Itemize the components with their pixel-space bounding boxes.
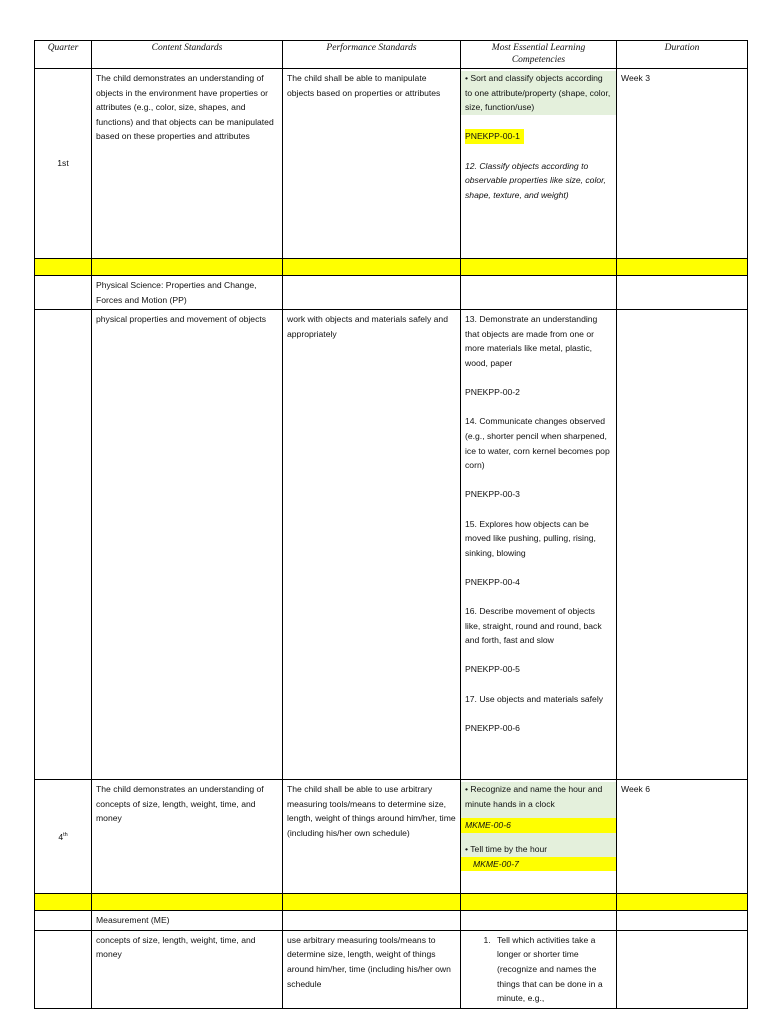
melc-cell bbox=[461, 69, 617, 259]
section-title: Measurement (ME) bbox=[92, 911, 283, 931]
content-standard-cell: The child demonstrates an understanding of concepts of size, length, weight, time, and money bbox=[92, 780, 283, 894]
melc-code: PNEKPP-00-6 bbox=[465, 722, 520, 733]
quarter-cell: 1st bbox=[35, 69, 92, 259]
melc-item: 13. Demonstrate an understanding that objects are made from one or more materials like metal, plastic, wood, paper bbox=[465, 314, 598, 368]
melc-code: PNEKPP-00-2 bbox=[465, 387, 520, 398]
list-item: 1. Tell which activities take a longer or shorter time (recognize and names the things that can be done in a minute, e.g., bbox=[493, 933, 612, 1006]
header-duration: Duration bbox=[617, 41, 748, 69]
melc-cell bbox=[461, 310, 617, 780]
content-standard-cell: physical properties and movement of objects bbox=[92, 310, 283, 780]
content-standard-cell: The child demonstrates an understanding of objects in the environment have properties or attributes (e.g., color, size, shapes, and functions) and that objects can be manipulated based on these properties and attributes bbox=[92, 69, 283, 259]
separator-row bbox=[35, 894, 748, 911]
curriculum-table bbox=[34, 40, 748, 1009]
header-content-standards: Content Standards bbox=[92, 41, 283, 69]
performance-standard-cell: The child shall be able to use arbitrary measuring tools/means to determine size, length, weight of things around him/her, time (including his/her own schedule) bbox=[283, 780, 461, 894]
header-performance-standards: Performance Standards bbox=[283, 41, 461, 69]
melc-item: 14. Communicate changes observed (e.g., shorter pencil when sharpened, ice to water, corn kernel becomes pop corn) bbox=[465, 416, 610, 471]
section-title: Physical Science: Properties and Change, Forces and Motion (PP) bbox=[92, 276, 283, 310]
separator-row bbox=[35, 259, 748, 276]
melc-item: • Tell time by the hour bbox=[465, 843, 548, 854]
melc-highlight-block bbox=[461, 782, 616, 871]
melc-item: 16. Describe movement of objects like, straight, round and round, back and forth, fast and slow bbox=[465, 606, 602, 646]
melc-item: 15. Explores how objects can be moved like pushing, pulling, rising, sinking, blowing bbox=[465, 518, 596, 558]
melc-note: 12. Classify objects according to observable properties like size, color, shape, texture, and weight) bbox=[465, 160, 606, 200]
table-row bbox=[35, 911, 748, 931]
melc-code: PNEKPP-00-5 bbox=[465, 664, 520, 675]
table-row bbox=[35, 780, 748, 894]
duration-cell: Week 6 bbox=[617, 780, 748, 894]
melc-item: • Sort and classify objects according to one attribute/property (shape, color, size, function/use) bbox=[461, 71, 616, 115]
table-row bbox=[35, 276, 748, 310]
melc-code: MKME-00-6 bbox=[461, 818, 616, 833]
performance-standard-cell: The child shall be able to manipulate objects based on properties or attributes bbox=[283, 69, 461, 259]
melc-item: • Recognize and name the hour and minute hands in a clock bbox=[465, 784, 603, 809]
table-row bbox=[35, 310, 748, 780]
melc-code: PNEKPP-00-1 bbox=[465, 129, 524, 144]
header-melc: Most Essential Learning Competencies bbox=[461, 41, 617, 69]
quarter-cell: 4th bbox=[35, 780, 92, 894]
header-quarter: Quarter bbox=[35, 41, 92, 69]
melc-cell bbox=[461, 930, 617, 1008]
melc-code: MKME-00-7 bbox=[461, 857, 616, 872]
duration-cell: Week 3 bbox=[617, 69, 748, 259]
melc-list bbox=[465, 933, 612, 1006]
performance-standard-cell: work with objects and materials safely and appropriately bbox=[283, 310, 461, 780]
melc-cell bbox=[461, 780, 617, 894]
performance-standard-cell: use arbitrary measuring tools/means to determine size, length, weight of things around him/her, time (including his/her own schedule bbox=[283, 930, 461, 1008]
table-row bbox=[35, 930, 748, 1008]
header-row bbox=[35, 41, 748, 69]
melc-item: 17. Use objects and materials safely bbox=[465, 693, 604, 704]
content-standard-cell: concepts of size, length, weight, time, and money bbox=[92, 930, 283, 1008]
melc-code: PNEKPP-00-4 bbox=[465, 576, 520, 587]
melc-code: PNEKPP-00-3 bbox=[465, 489, 520, 500]
table-row bbox=[35, 69, 748, 259]
